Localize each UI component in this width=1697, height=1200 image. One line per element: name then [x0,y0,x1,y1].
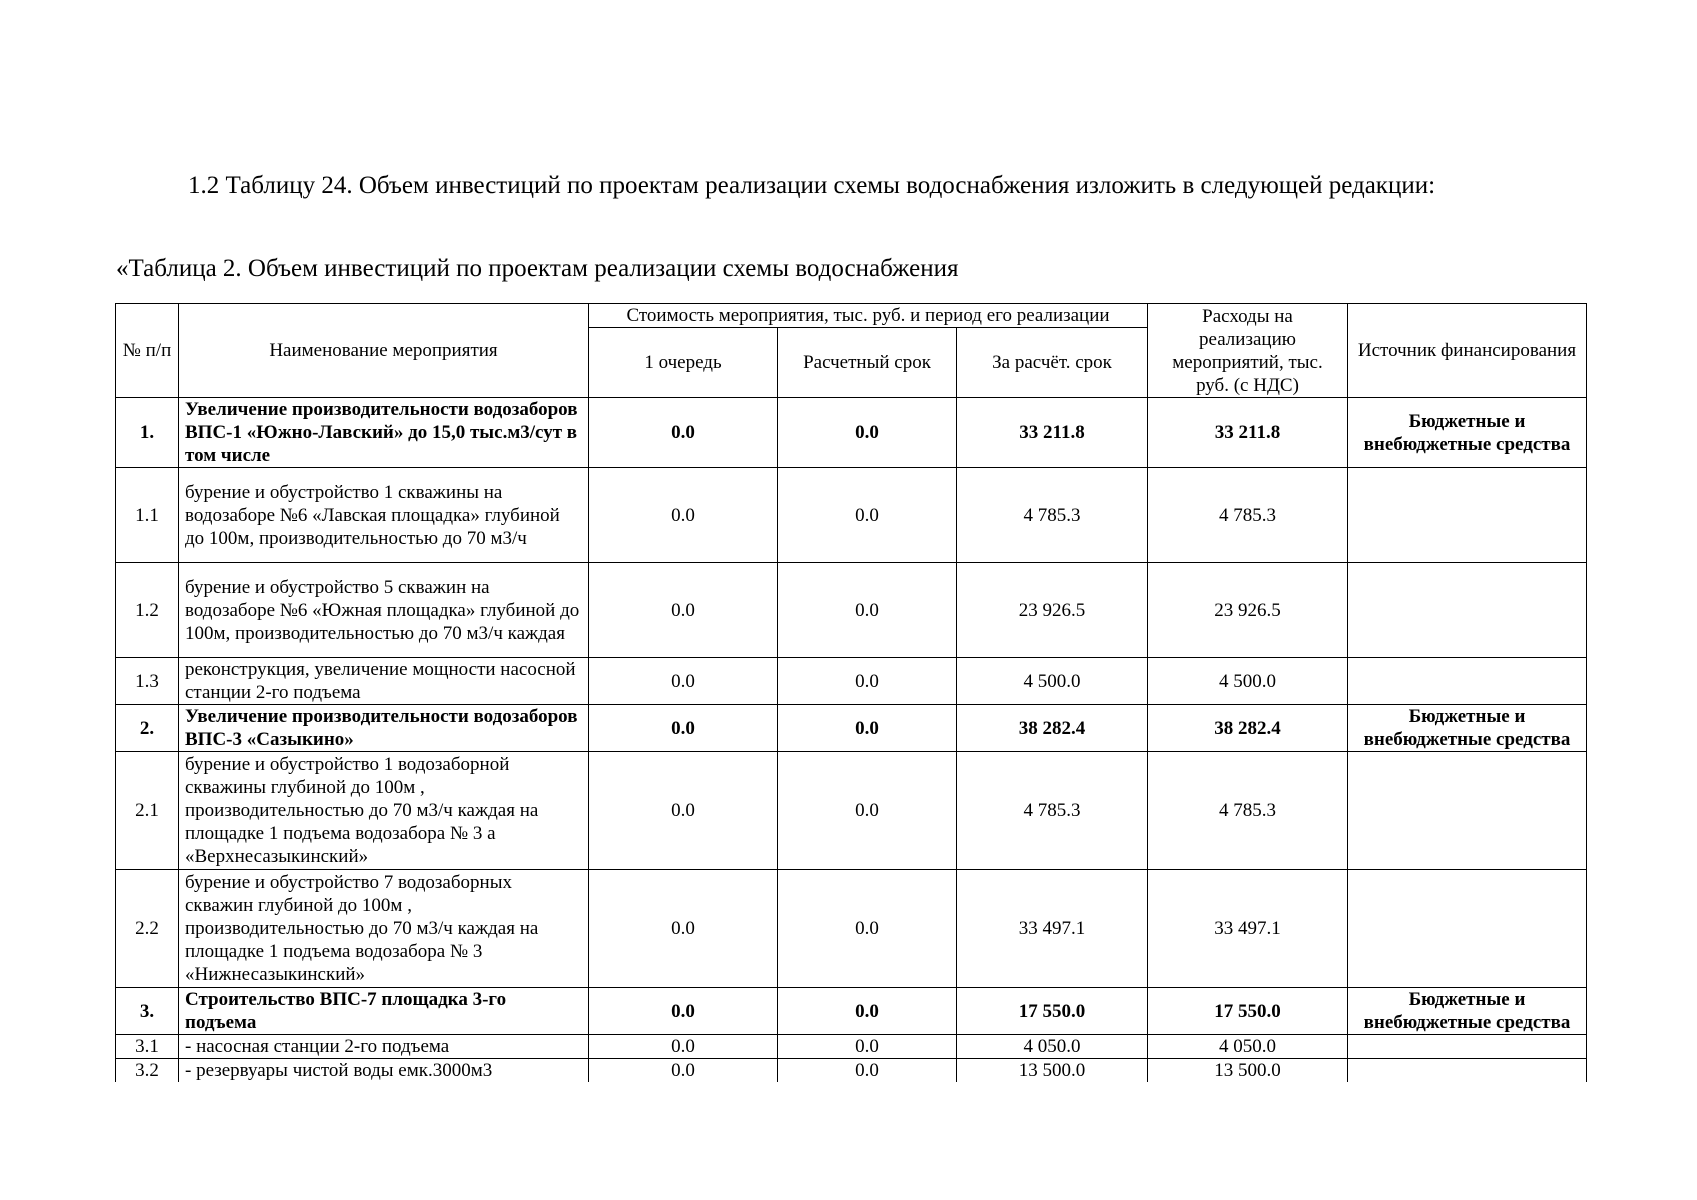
row-source [1348,468,1587,563]
table-row [116,988,1587,1035]
row-source: Бюджетные и внебюджетные средства [1348,705,1587,752]
header-name: Наименование мероприятия [179,304,589,398]
row-name: реконструкция, увеличение мощности насосной станции 2-го подъема [179,658,589,705]
row-num: 2.2 [116,870,179,988]
row-source [1348,563,1587,658]
row-expenses: 23 926.5 [1148,563,1348,658]
row-total-period: 4 050.0 [957,1035,1148,1059]
row-total-period: 13 500.0 [957,1059,1148,1083]
row-num: 1.1 [116,468,179,563]
row-source [1348,870,1587,988]
row-name: Увеличение производительности водозаборов ВПС-1 «Южно-Лавский» до 15,0 тыс.м3/сут в том числе [179,398,589,468]
row-total-period: 4 500.0 [957,658,1148,705]
row-num: 2. [116,705,179,752]
table-row [116,658,1587,705]
row-expenses: 33 497.1 [1148,870,1348,988]
table-row [116,1035,1587,1059]
row-name: бурение и обустройство 5 скважин на водозаборе №6 «Южная площадка» глубиной до 100м, производительностью до 70 м3/ч каждая [179,563,589,658]
row-num: 3.1 [116,1035,179,1059]
row-num: 1. [116,398,179,468]
row-expenses: 4 500.0 [1148,658,1348,705]
header-source: Источник финансирования [1348,304,1587,398]
row-stage1: 0.0 [589,468,778,563]
row-name: бурение и обустройство 1 скважины на водозаборе №6 «Лавская площадка» глубиной до 100м, производительностью до 70 м3/ч [179,468,589,563]
row-stage1: 0.0 [589,870,778,988]
header-calc-period: Расчетный срок [778,328,957,398]
row-calc-period: 0.0 [778,658,957,705]
row-expenses: 38 282.4 [1148,705,1348,752]
row-total-period: 33 497.1 [957,870,1148,988]
investment-table [115,303,1587,1082]
row-name: Строительство ВПС-7 площадка 3-го подъема [179,988,589,1035]
row-calc-period: 0.0 [778,398,957,468]
header-stage1: 1 очередь [589,328,778,398]
row-name: Увеличение производительности водозаборов ВПС-3 «Сазыкино» [179,705,589,752]
row-expenses: 13 500.0 [1148,1059,1348,1083]
table-row [116,752,1587,870]
row-num: 3. [116,988,179,1035]
row-expenses: 4 050.0 [1148,1035,1348,1059]
row-stage1: 0.0 [589,658,778,705]
row-calc-period: 0.0 [778,1035,957,1059]
row-total-period: 4 785.3 [957,752,1148,870]
row-stage1: 0.0 [589,1059,778,1083]
table-row [116,1059,1587,1083]
row-stage1: 0.0 [589,1035,778,1059]
header-expenses: Расходы на реализацию мероприятий, тыс. руб. (с НДС) [1148,304,1348,398]
row-source: Бюджетные и внебюджетные средства [1348,398,1587,468]
row-source [1348,658,1587,705]
row-name: - резервуары чистой воды емк.3000м3 [179,1059,589,1083]
row-calc-period: 0.0 [778,705,957,752]
table-caption: «Таблица 2. Объем инвестиций по проектам реализации схемы водоснабжения [116,255,959,282]
row-total-period: 17 550.0 [957,988,1148,1035]
row-calc-period: 0.0 [778,988,957,1035]
header-num: № п/п [116,304,179,398]
header-total-period: За расчёт. срок [957,328,1148,398]
intro-paragraph: 1.2 Таблицу 24. Объем инвестиций по проектам реализации схемы водоснабжения изложить в следующей редакции: [188,172,1436,199]
row-name: бурение и обустройство 1 водозаборной скважины глубиной до 100м , производительностью до 70 м3/ч каждая на площадке 1 подъема водозабора № 3 а «Верхнесазыкинский» [179,752,589,870]
row-num: 3.2 [116,1059,179,1083]
row-source [1348,1059,1587,1083]
table-row [116,563,1587,658]
row-expenses: 4 785.3 [1148,752,1348,870]
row-calc-period: 0.0 [778,752,957,870]
row-total-period: 38 282.4 [957,705,1148,752]
row-stage1: 0.0 [589,752,778,870]
row-num: 1.2 [116,563,179,658]
table-row [116,870,1587,988]
header-cost-group: Стоимость мероприятия, тыс. руб. и период его реализации [589,304,1148,328]
row-calc-period: 0.0 [778,870,957,988]
row-name: - насосная станции 2-го подъема [179,1035,589,1059]
table-row [116,705,1587,752]
row-stage1: 0.0 [589,705,778,752]
row-expenses: 33 211.8 [1148,398,1348,468]
row-expenses: 4 785.3 [1148,468,1348,563]
row-calc-period: 0.0 [778,468,957,563]
row-source [1348,752,1587,870]
row-expenses: 17 550.0 [1148,988,1348,1035]
row-num: 1.3 [116,658,179,705]
row-stage1: 0.0 [589,988,778,1035]
row-num: 2.1 [116,752,179,870]
row-stage1: 0.0 [589,398,778,468]
row-stage1: 0.0 [589,563,778,658]
row-total-period: 33 211.8 [957,398,1148,468]
row-total-period: 23 926.5 [957,563,1148,658]
row-name: бурение и обустройство 7 водозаборных скважин глубиной до 100м , производительностью до 70 м3/ч каждая на площадке 1 подъема водозабора № 3 «Нижнесазыкинский» [179,870,589,988]
table-row [116,398,1587,468]
row-calc-period: 0.0 [778,563,957,658]
row-total-period: 4 785.3 [957,468,1148,563]
table-row [116,468,1587,563]
row-calc-period: 0.0 [778,1059,957,1083]
row-source: Бюджетные и внебюджетные средства [1348,988,1587,1035]
row-source [1348,1035,1587,1059]
